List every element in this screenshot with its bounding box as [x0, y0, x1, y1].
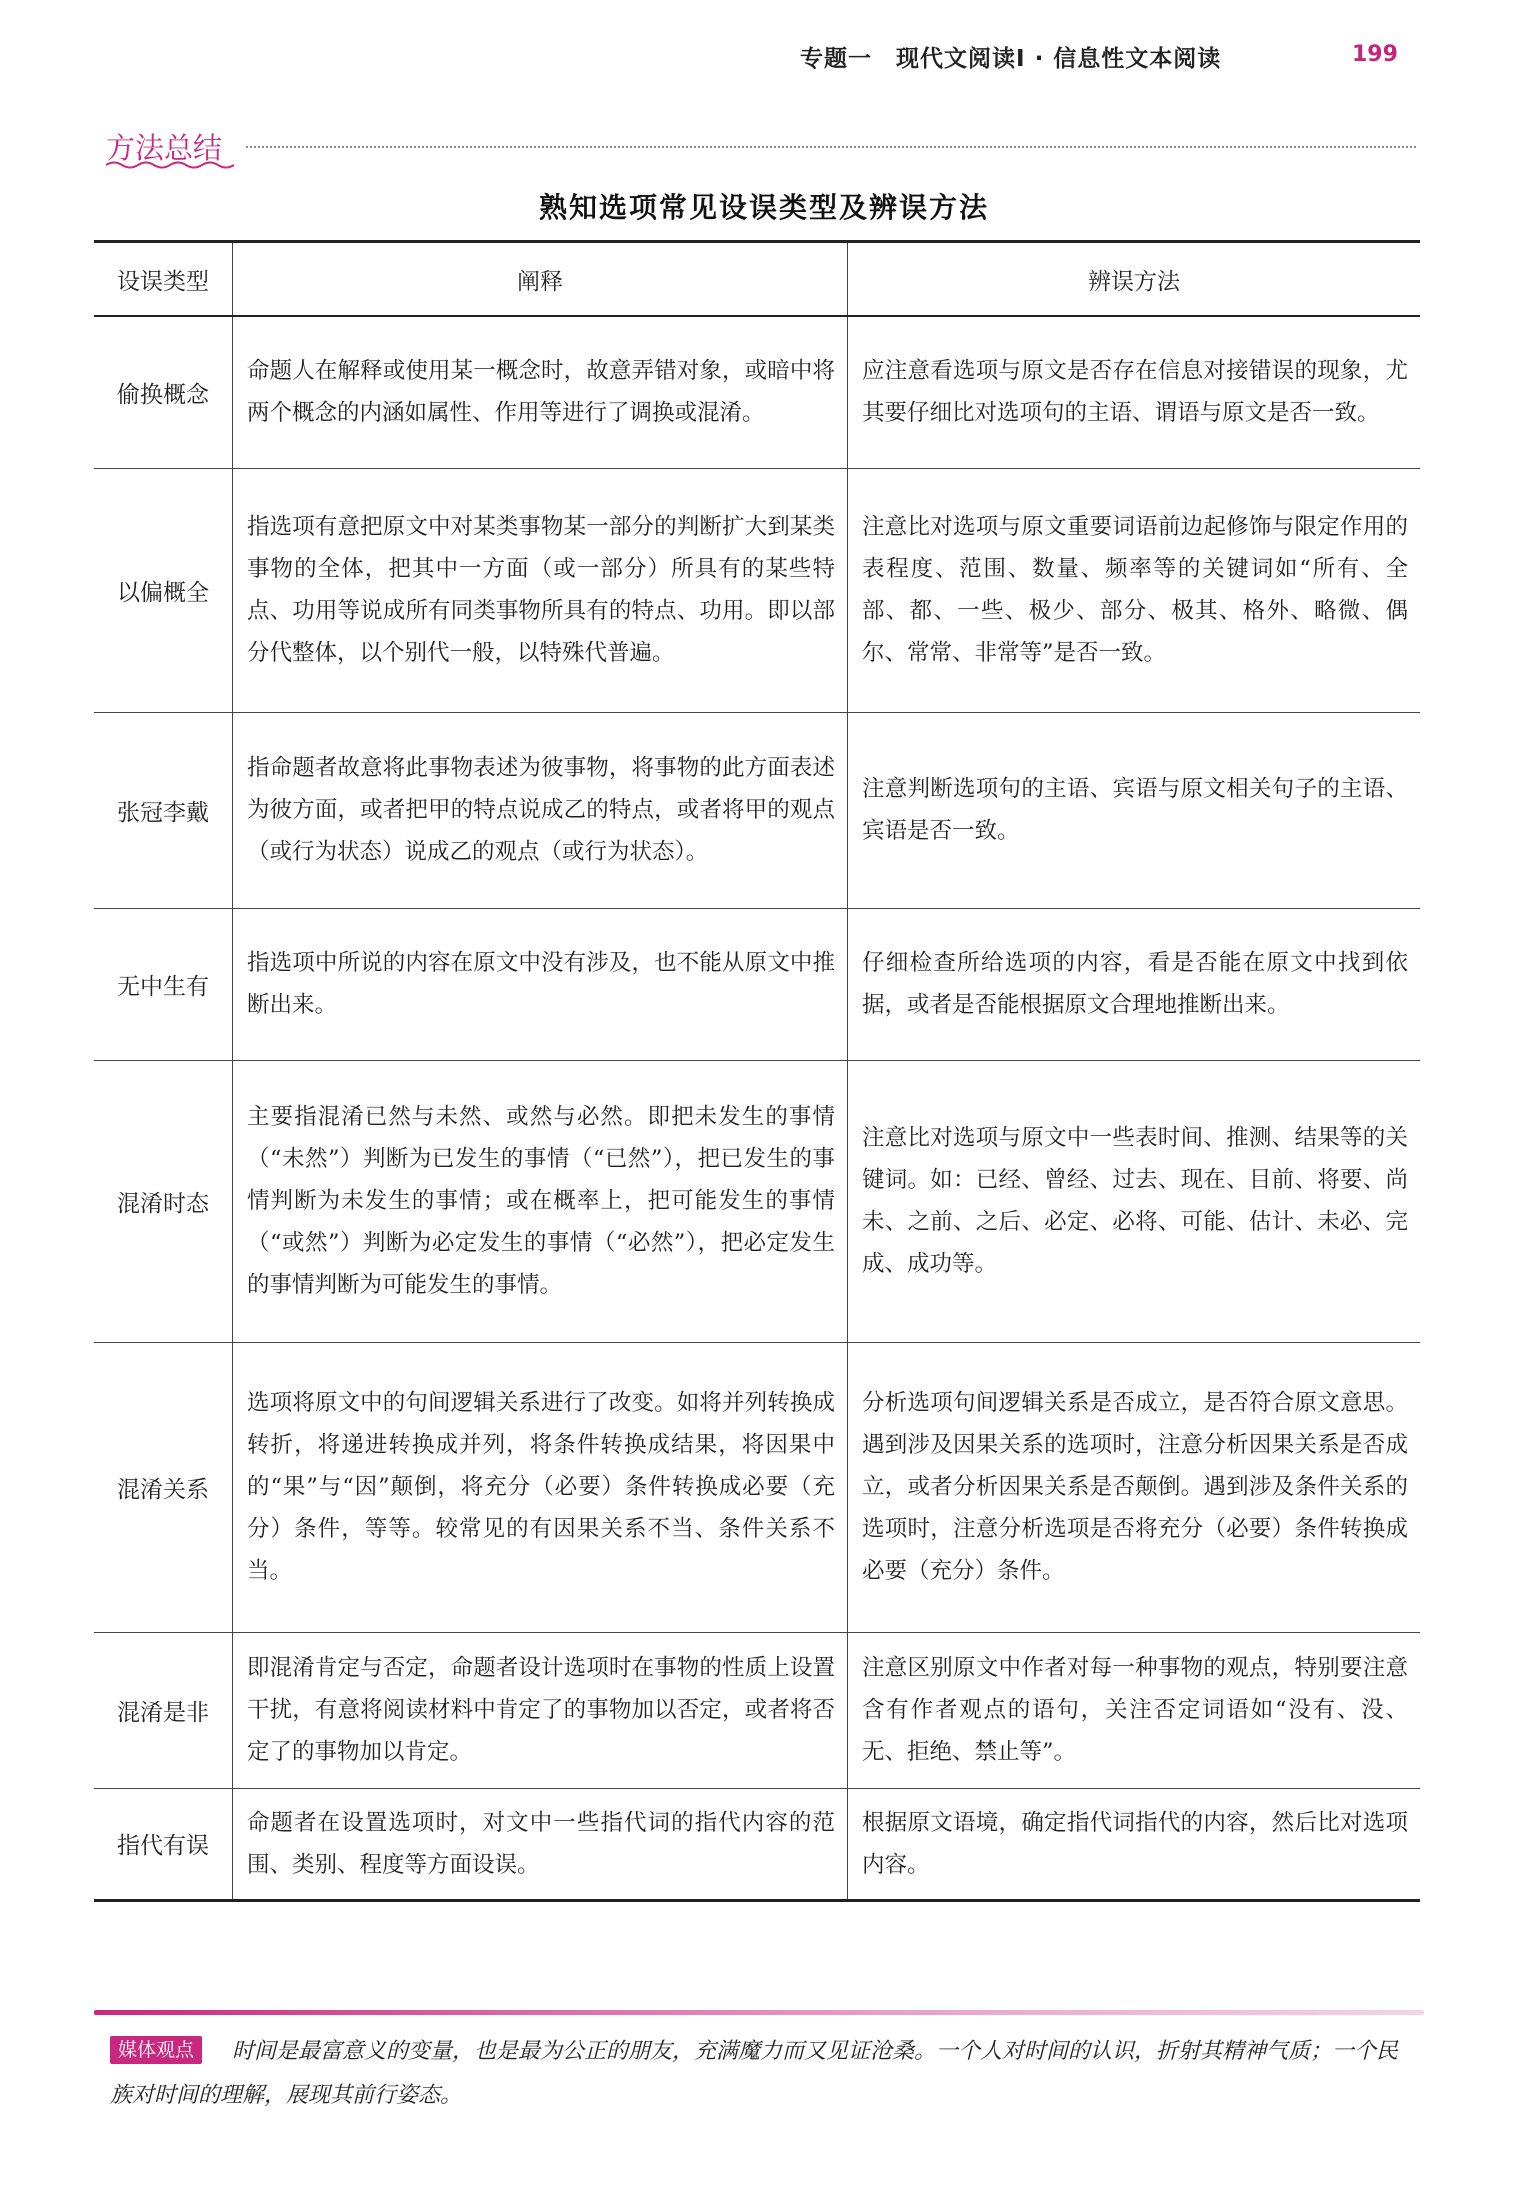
dotted-divider	[246, 146, 1416, 148]
table-title: 熟知选项常见设误类型及辨误方法	[538, 191, 989, 224]
table-row	[94, 1632, 1420, 1788]
cell-explanation: 选项将原文中的句间逻辑关系进行了改变。如将并列转换成转折，将递进转换成并列，将条件转换成结果，将因果中的“果”与“因”颠倒，将充分（必要）条件转换成必要（充分）条件，等等。较常见的有因果关系不当、条件关系不当。	[233, 1342, 848, 1632]
cell-type: 张冠李戴	[94, 712, 233, 908]
media-viewpoint-text: 时间是最富意义的变量，也是最为公正的朋友，充满魔力而又见证沧桑。一个人对时间的认识，折射其精神气质；一个民族对时间的理解，展现其前行姿态。	[110, 2039, 1399, 2108]
cell-method: 分析选项句间逻辑关系是否成立，是否符合原文意思。遇到涉及因果关系的选项时，注意分析因果关系是否成立，或者分析因果关系是否颠倒。遇到涉及条件关系的选项时，注意分析选项是否将充分（必要）条件转换成必要（充分）条件。	[848, 1342, 1421, 1632]
cell-explanation: 即混淆肯定与否定，命题者设计选项时在事物的性质上设置干扰，有意将阅读材料中肯定了的事物加以否定，或者将否定了的事物加以肯定。	[233, 1632, 848, 1788]
cell-type: 指代有误	[94, 1788, 233, 1900]
column-header-type: 设误类型	[94, 242, 233, 317]
wavy-underline-icon	[106, 160, 236, 170]
cell-explanation: 指选项有意把原文中对某类事物某一部分的判断扩大到某类事物的全体，把其中一方面（或一部分）所具有的某些特点、功用等说成所有同类事物所具有的特点、功用。即以部分代整体，以个别代一般，以特殊代普遍。	[233, 468, 848, 712]
page-number: 199	[1352, 42, 1398, 67]
cell-explanation: 主要指混淆已然与未然、或然与必然。即把未发生的事情（“未然”）判断为已发生的事情（“已然”），把已发生的事情判断为未发生的事情；或在概率上，把可能发生的事情（“或然”）判断为必定发生的事情（“必然”），把必定发生的事情判断为可能发生的事情。	[233, 1060, 848, 1342]
cell-explanation: 指选项中所说的内容在原文中没有涉及，也不能从原文中推断出来。	[233, 908, 848, 1060]
cell-explanation: 命题者在设置选项时，对文中一些指代词的指代内容的范围、类别、程度等方面设误。	[233, 1788, 848, 1900]
cell-type: 混淆关系	[94, 1342, 233, 1632]
cell-type: 偷换概念	[94, 316, 233, 468]
running-header-title: 专题一 现代文阅读Ⅰ · 信息性文本阅读	[800, 46, 1222, 72]
footer-divider	[94, 2010, 1424, 2015]
cell-method: 根据原文语境，确定指代词指代的内容，然后比对选项内容。	[848, 1788, 1421, 1900]
cell-explanation: 命题人在解释或使用某一概念时，故意弄错对象，或暗中将两个概念的内涵如属性、作用等进行了调换或混淆。	[233, 316, 848, 468]
table-row	[94, 1342, 1420, 1632]
media-viewpoint-badge: 媒体观点	[110, 2036, 202, 2064]
table-row	[94, 316, 1420, 468]
cell-type: 混淆是非	[94, 1632, 233, 1788]
column-header-explanation: 阐释	[233, 242, 848, 317]
table-row	[94, 908, 1420, 1060]
table-row	[94, 468, 1420, 712]
cell-method: 注意判断选项句的主语、宾语与原文相关句子的主语、宾语是否一致。	[848, 712, 1421, 908]
section-heading	[106, 126, 1416, 166]
cell-explanation: 指命题者故意将此事物表述为彼事物，将事物的此方面表述为彼方面，或者把甲的特点说成乙的特点，或者将甲的观点（或行为状态）说成乙的观点（或行为状态）。	[233, 712, 848, 908]
media-viewpoint	[110, 2030, 1410, 2118]
column-header-method: 辨误方法	[848, 242, 1421, 317]
cell-method: 仔细检查所给选项的内容，看是否能在原文中找到依据，或者是否能根据原文合理地推断出来。	[848, 908, 1421, 1060]
table-header-row	[94, 242, 1420, 317]
cell-method: 注意比对选项与原文重要词语前边起修饰与限定作用的表程度、范围、数量、频率等的关键词如“所有、全部、都、一些、极少、部分、极其、格外、略微、偶尔、常常、非常等”是否一致。	[848, 468, 1421, 712]
cell-method: 应注意看选项与原文是否存在信息对接错误的现象，尤其要仔细比对选项句的主语、谓语与原文是否一致。	[848, 316, 1421, 468]
table-row	[94, 712, 1420, 908]
cell-type: 混淆时态	[94, 1060, 233, 1342]
running-header	[0, 40, 1528, 80]
cell-type: 以偏概全	[94, 468, 233, 712]
cell-method: 注意区别原文中作者对每一种事物的观点，特别要注意含有作者观点的语句，关注否定词语如“没有、没、无、拒绝、禁止等”。	[848, 1632, 1421, 1788]
cell-type: 无中生有	[94, 908, 233, 1060]
section-label: 方法总结	[106, 131, 223, 165]
table-row	[94, 1788, 1420, 1900]
cell-method: 注意比对选项与原文中一些表时间、推测、结果等的关键词。如：已经、曾经、过去、现在、目前、将要、尚未、之前、之后、必定、必将、可能、估计、未必、完成、成功等。	[848, 1060, 1421, 1342]
table-row	[94, 1060, 1420, 1342]
error-types-table	[94, 240, 1420, 1902]
